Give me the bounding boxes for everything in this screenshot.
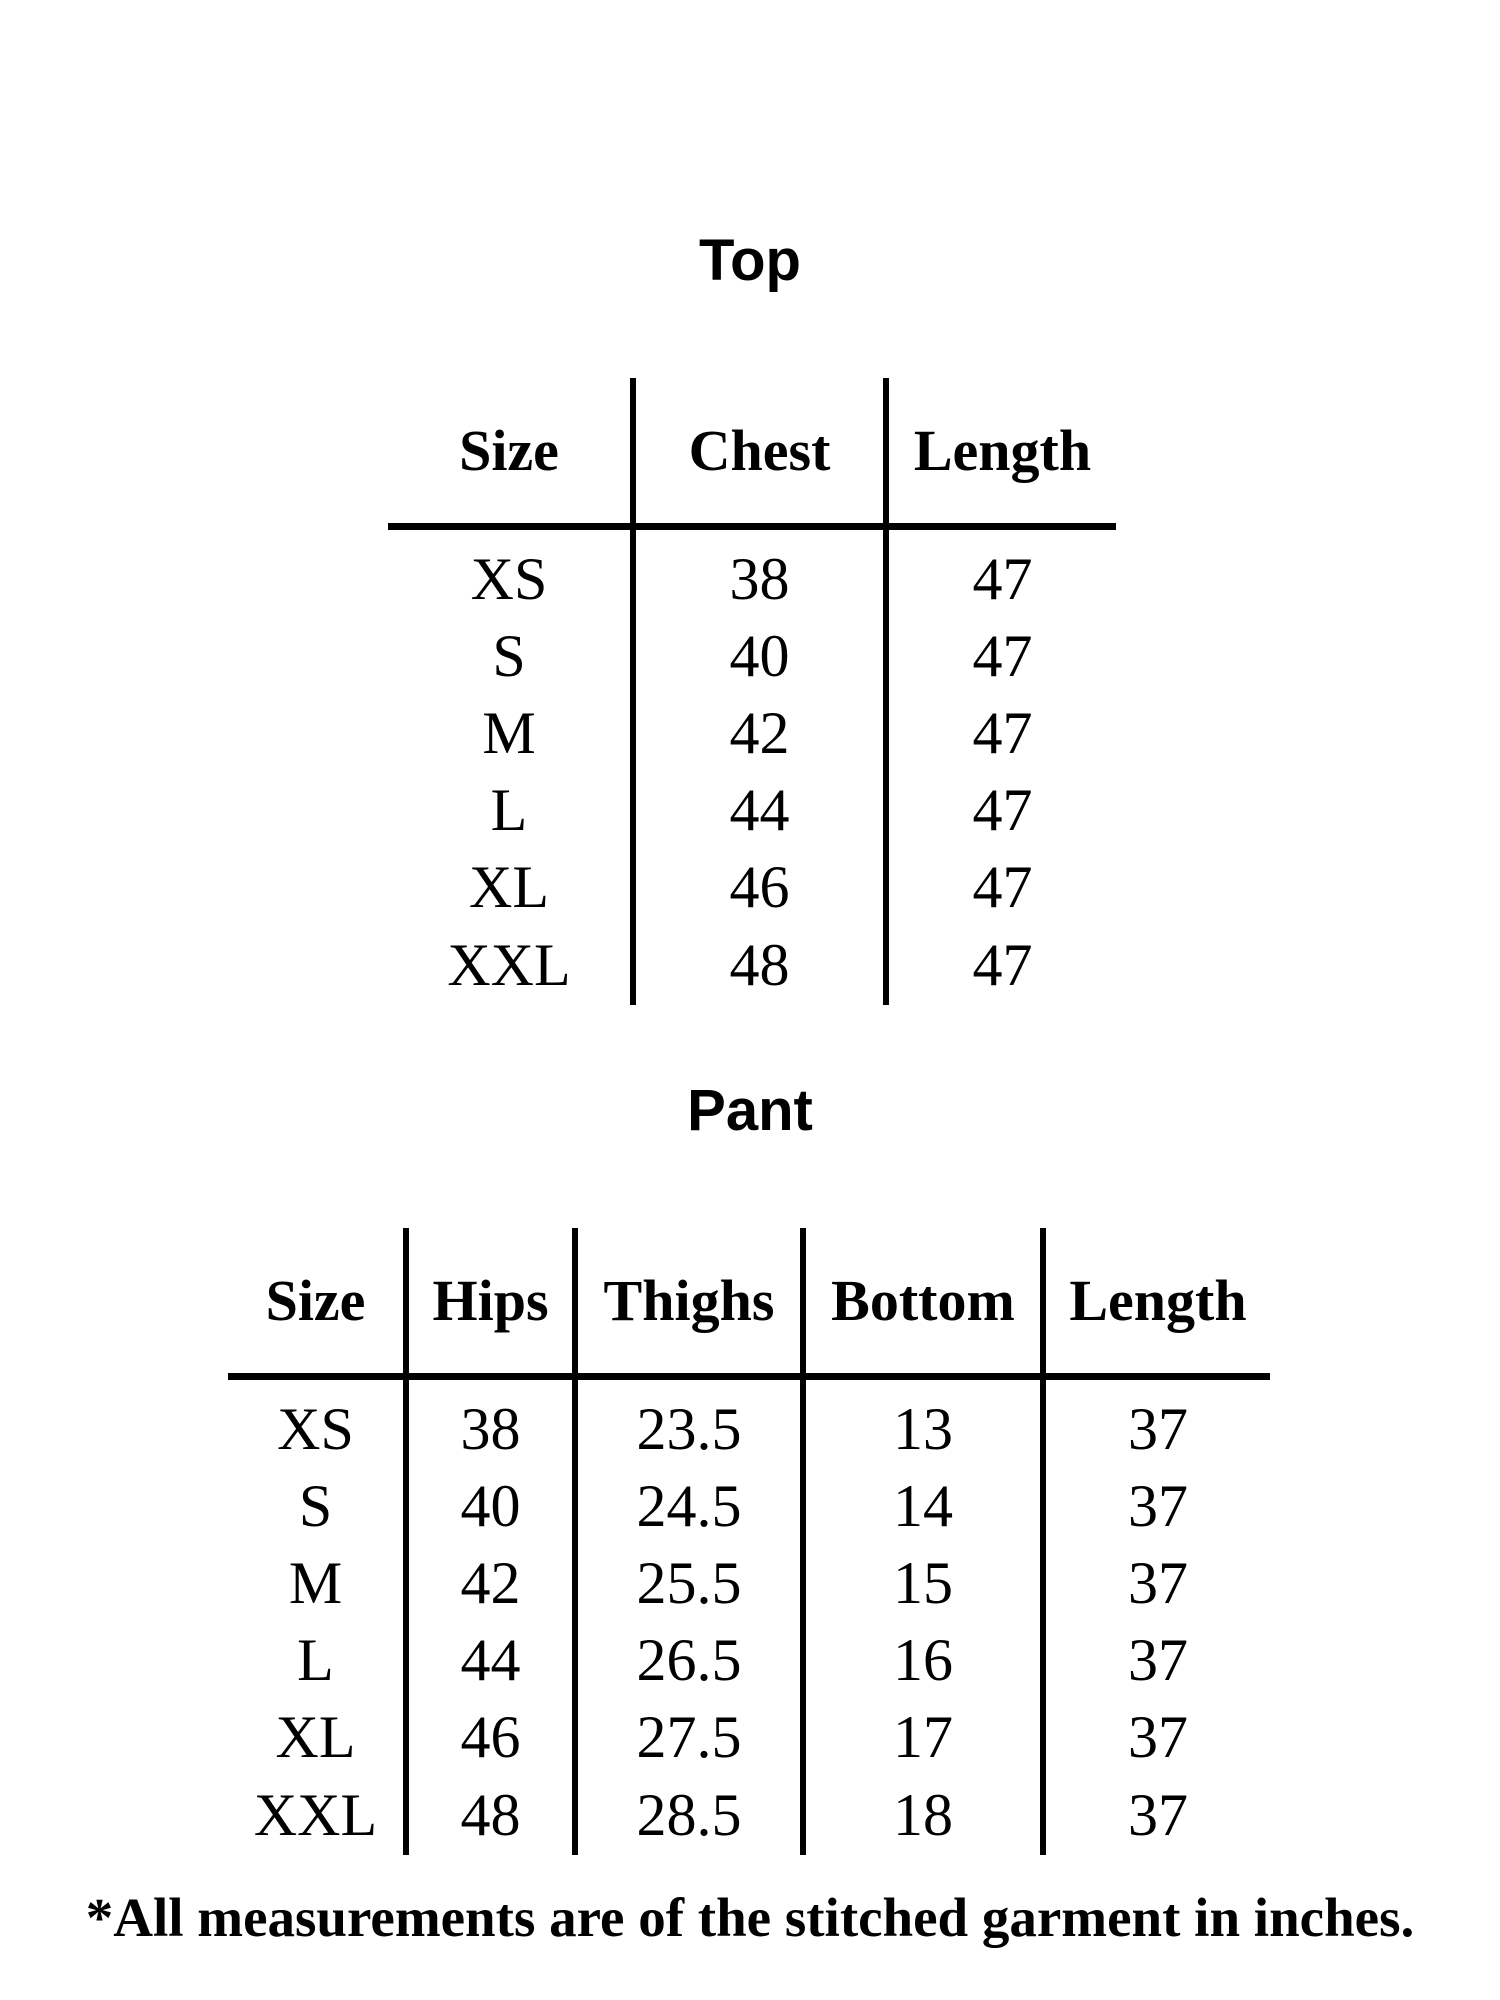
column-header-length: Length (886, 378, 1116, 527)
cell-hips: 40 (406, 1467, 575, 1544)
table-row (388, 848, 1116, 925)
table-row (388, 925, 1116, 1005)
cell-hips: 42 (406, 1544, 575, 1621)
cell-hips: 44 (406, 1621, 575, 1698)
table-row (228, 1621, 1270, 1698)
table-row (388, 617, 1116, 694)
cell-length: 37 (1128, 1626, 1188, 1693)
cell-length: 47 (972, 699, 1033, 766)
table-row (228, 1775, 1270, 1855)
cell-size: XS (228, 1377, 406, 1468)
top-size-table (388, 378, 1116, 1005)
column-header-bottom: Bottom (803, 1228, 1043, 1377)
cell-bottom: 17 (803, 1698, 1043, 1775)
cell-size: L (388, 771, 633, 848)
pant-section-title: Pant (687, 1078, 813, 1143)
cell-chest: 40 (633, 617, 886, 694)
cell-thighs: 27.5 (575, 1698, 803, 1775)
cell-thighs: 26.5 (575, 1621, 803, 1698)
cell-length: 37 (1128, 1395, 1188, 1462)
cell-size: S (228, 1467, 406, 1544)
cell-hips: 48 (406, 1775, 575, 1855)
measurement-footnote: *All measurements are of the stitched garment in inches. (85, 1887, 1415, 1948)
cell-length: 37 (1128, 1472, 1188, 1539)
cell-length: 37 (1128, 1549, 1188, 1616)
cell-size: XXL (388, 925, 633, 1005)
cell-chest: 42 (633, 694, 886, 771)
cell-size: M (228, 1544, 406, 1621)
column-header-chest: Chest (633, 378, 886, 527)
cell-size: XL (388, 848, 633, 925)
table-row (388, 694, 1116, 771)
cell-size: XXL (228, 1775, 406, 1855)
cell-length: 37 (1128, 1782, 1188, 1848)
cell-length: 37 (1128, 1703, 1188, 1770)
cell-length: 47 (972, 776, 1033, 843)
table-row (228, 1467, 1270, 1544)
cell-bottom: 13 (803, 1377, 1043, 1468)
cell-length: 47 (972, 932, 1033, 998)
cell-thighs: 23.5 (575, 1377, 803, 1468)
table-row (228, 1377, 1270, 1468)
column-header-size: Size (228, 1228, 406, 1377)
top-section-title: Top (699, 228, 801, 293)
table-row (388, 527, 1116, 618)
cell-thighs: 28.5 (575, 1775, 803, 1855)
table-row (228, 1544, 1270, 1621)
cell-bottom: 14 (803, 1467, 1043, 1544)
table-row (388, 771, 1116, 848)
cell-thighs: 25.5 (575, 1544, 803, 1621)
cell-size: M (388, 694, 633, 771)
pant-size-table (228, 1228, 1270, 1855)
cell-hips: 46 (406, 1698, 575, 1775)
cell-bottom: 15 (803, 1544, 1043, 1621)
column-header-size: Size (388, 378, 633, 527)
cell-chest: 46 (633, 848, 886, 925)
cell-chest: 38 (633, 527, 886, 618)
cell-size: S (388, 617, 633, 694)
cell-length: 47 (972, 545, 1033, 612)
cell-chest: 48 (633, 925, 886, 1005)
cell-size: XS (388, 527, 633, 618)
cell-hips: 38 (406, 1377, 575, 1468)
cell-chest: 44 (633, 771, 886, 848)
table-row (228, 1698, 1270, 1775)
cell-size: XL (228, 1698, 406, 1775)
cell-length: 47 (972, 622, 1033, 689)
cell-bottom: 16 (803, 1621, 1043, 1698)
cell-size: L (228, 1621, 406, 1698)
cell-bottom: 18 (803, 1775, 1043, 1855)
column-header-hips: Hips (406, 1228, 575, 1377)
column-header-thighs: Thighs (575, 1228, 803, 1377)
column-header-length: Length (1043, 1228, 1270, 1377)
cell-length: 47 (972, 853, 1033, 920)
table-header-row (388, 378, 1116, 527)
cell-thighs: 24.5 (575, 1467, 803, 1544)
table-header-row (228, 1228, 1270, 1377)
